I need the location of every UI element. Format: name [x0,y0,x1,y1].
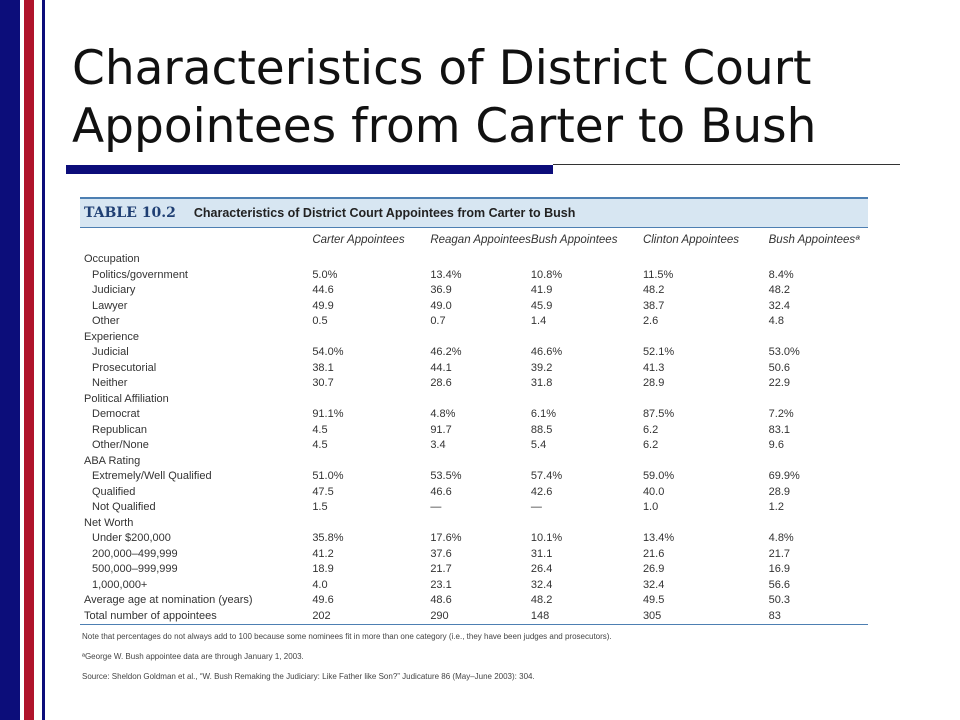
table-row [80,531,868,547]
table-row [80,469,868,485]
table-row [80,500,868,516]
table-cell: 46.2% [430,346,462,358]
row-label: Total number of appointees [80,609,274,625]
left-stripe-blue-thin [42,0,45,720]
table-cell: 41.2 [312,547,334,560]
table-cell: 48.6 [430,594,452,606]
table-cell: 1.4 [530,315,547,327]
row-label: Prosecutorial [92,361,157,374]
left-stripe-red [24,0,34,720]
table-cell: 21.7 [430,563,452,575]
table-cell: 9.6 [768,439,784,451]
table-cell: 4.5 [312,439,328,451]
table-cell: 6.2 [642,423,659,436]
table-row [80,330,868,346]
table-cell: 44.6 [312,284,334,296]
table-cell [531,516,643,532]
table-cell: 41.9 [530,284,553,296]
table-cell: 13.4% [642,532,675,544]
table-note: Note that percentages do not always add to 100 because some nominees fit in more than one category (i.e., they have been judges and prosecutors). [82,632,612,641]
table-cell [643,252,769,268]
table-cell: 88.5 [530,423,553,436]
table-cell: 36.9 [430,284,452,296]
row-label: Not Qualified [92,501,156,513]
table-cell [643,454,769,470]
table-cell: 21.6 [642,547,665,560]
table-cell: 83.1 [768,423,791,436]
table-row [80,423,868,439]
table-cell: 52.1% [642,346,675,358]
table-row [80,345,868,361]
row-label: Judicial [92,346,129,358]
left-stripe-blue [0,0,20,720]
table-cell: 46.6% [530,346,563,358]
table-caption: Characteristics of District Court Appointees from Carter to Bush [193,206,576,220]
row-label: Judiciary [92,284,136,296]
table-cell: 4.5 [312,423,328,436]
table-cell: 28.9 [642,377,665,389]
table-cell [430,516,531,532]
table-cell: 48.2 [768,284,791,296]
table-cell: 31.8 [530,377,553,389]
table-cell: 4.8% [430,408,456,420]
title-underline-thin [553,164,900,165]
slide-title: Characteristics of District Court Appointees from Carter to Bush [72,41,817,154]
table-cell [430,454,531,470]
table-cell: 39.2 [530,361,553,374]
table-cell: 6.2 [642,439,659,451]
table-cell [643,392,769,408]
table-row [80,609,868,625]
row-label: Neither [92,377,128,389]
table-cell: 32.4 [642,578,665,591]
table-cell: 48.2 [642,284,665,296]
table-cell: — [430,501,442,513]
table-cell: 28.9 [768,485,791,498]
column-header: Clinton Appointees [642,234,740,246]
row-label: Political Affiliation [84,392,169,405]
table-cell: 1.0 [642,501,659,513]
table-cell: 4.8% [768,532,794,544]
table-cell: — [530,501,542,513]
table-cell [769,252,868,268]
table-cell: 18.9 [312,563,334,575]
table-cell: 5.4 [530,439,547,451]
table-cell [643,330,769,346]
table-cell: 17.6% [430,532,462,544]
table-cell: 0.7 [430,315,446,327]
table-body [80,252,868,625]
table-cell: 49.9 [312,299,334,312]
table-cell: 50.3 [768,594,791,606]
table-cell: 46.6 [430,485,452,498]
table-number: TABLE 10.2 [84,205,176,221]
table-cell: 26.9 [642,563,665,575]
table-row [80,547,868,563]
table-cell: 49.0 [430,299,452,312]
table-row [80,361,868,377]
table-cell: 148 [531,609,643,625]
table-cell: 22.9 [768,377,791,389]
table-row [80,314,868,330]
table-cell [430,252,531,268]
table-cell [769,392,868,408]
table-cell: 38.7 [642,299,665,312]
table-cell: 48.2 [530,594,553,606]
table-cell: 38.1 [312,361,334,374]
row-label: Average age at nomination (years) [84,594,253,606]
row-label: Net Worth [84,516,134,529]
table-cell: 23.1 [430,578,452,591]
table-cell: 2.6 [642,315,659,327]
table-cell: 53.0% [768,346,800,358]
table-header-row [80,228,868,252]
table-cell [430,330,531,346]
table-row [80,578,868,594]
table-cell [531,454,643,470]
table-cell [531,330,643,346]
table-cell: 35.8% [312,532,344,544]
table-cell: 26.4 [530,563,553,575]
table-cell: 56.6 [768,578,791,591]
table-cell: 7.2% [768,408,794,420]
table-cell: 49.6 [312,594,334,606]
row-label: Other/None [92,439,149,451]
table-cell [531,392,643,408]
table-cell: 42.6 [530,485,553,498]
column-header: Reagan Appointees [430,234,531,246]
table-cell: 28.6 [430,377,452,389]
row-label: Democrat [92,408,140,420]
table-cell: 21.7 [768,547,791,560]
table-cell: 13.4% [430,268,462,281]
table-row [80,516,868,532]
table-cell: 83 [769,609,868,625]
table-row [80,376,868,392]
table-cell: 44.1 [430,361,452,374]
table-cell [274,252,430,268]
table-cell: 45.9 [530,299,553,312]
table-source: Source: Sheldon Goldman et al., “W. Bush Remaking the Judiciary: Like Father like Son?” Judicature 86 (May–June 2003): 304. [82,672,535,681]
table-cell: 32.4 [530,578,553,591]
row-label: 200,000–499,999 [92,547,178,560]
table-cell [274,392,430,408]
table-cell: 87.5% [642,408,675,420]
row-label: ABA Rating [84,454,141,467]
table-cell: 91.7 [430,423,452,436]
table-cell [643,516,769,532]
table-row [80,485,868,501]
column-header: Carter Appointees [312,234,405,246]
table-cell: 4.0 [312,578,328,591]
table-cell: 59.0% [642,470,675,482]
table-cell [430,392,531,408]
appointees-table [80,228,868,625]
table-cell: 47.5 [312,485,334,498]
table-cell [274,516,430,532]
row-label: Under $200,000 [92,532,171,544]
row-label: 500,000–999,999 [92,563,178,575]
row-label: Qualified [92,485,136,498]
table-cell: 202 [274,609,430,625]
table-cell: 1.5 [312,501,328,513]
table-cell [274,454,430,470]
table-cell: 8.4% [768,268,794,281]
column-header: Bush Appointees [530,234,618,246]
table-row [80,562,868,578]
left-stripe-gap-2 [34,0,42,720]
table-cell: 41.3 [642,361,665,374]
table-row [80,438,868,454]
table-cell [769,454,868,470]
table-cell: 57.4% [530,470,563,482]
row-label: Other [92,315,120,327]
table-cell: 5.0% [312,268,338,281]
table-cell [274,330,430,346]
table-cell: 49.5 [642,594,665,606]
table-row [80,299,868,315]
table-row [80,268,868,284]
table-cell: 6.1% [530,408,556,420]
row-label: 1,000,000+ [92,578,148,591]
table-cell: 305 [643,609,769,625]
table-cell: 11.5% [642,268,674,281]
table-row [80,593,868,609]
table-cell: 37.6 [430,547,452,560]
table-cell: 91.1% [312,408,344,420]
table-cell: 3.4 [430,439,446,451]
row-label: Experience [84,330,140,343]
title-underline-thick [66,165,553,174]
table-cell: 32.4 [768,299,791,312]
row-label: Republican [92,423,148,436]
row-label: Extremely/Well Qualified [92,470,212,482]
table-row [80,454,868,470]
row-label: Occupation [84,253,140,265]
table-footnote: ªGeorge W. Bush appointee data are through January 1, 2003. [82,652,304,661]
table-cell [769,516,868,532]
column-header: Bush Appointeesª [768,234,860,246]
table-cell: 54.0% [312,346,344,358]
table-cell: 16.9 [768,563,791,575]
table-row [80,283,868,299]
row-label: Lawyer [92,299,128,312]
table-row [80,392,868,408]
table-cell: 53.5% [430,470,462,482]
table-cell: 40.0 [642,485,665,498]
table-cell [769,330,868,346]
table-cell: 10.8% [530,268,563,281]
table-cell: 31.1 [530,547,553,560]
table-cell: 30.7 [312,377,334,389]
table-cell: 290 [430,609,531,625]
table-cell: 10.1% [530,532,563,544]
table-cell: 51.0% [312,470,344,482]
table-cell [531,252,643,268]
header-blank [80,228,274,252]
table-caption-bar [80,197,868,228]
table-row [80,252,868,268]
table-figure [80,197,868,625]
table-cell: 0.5 [312,315,328,327]
table-cell: 69.9% [768,470,800,482]
table-cell: 4.8 [768,315,784,327]
row-label: Politics/government [92,268,188,281]
table-cell: 1.2 [768,501,784,513]
table-cell: 50.6 [768,361,791,374]
table-row [80,407,868,423]
